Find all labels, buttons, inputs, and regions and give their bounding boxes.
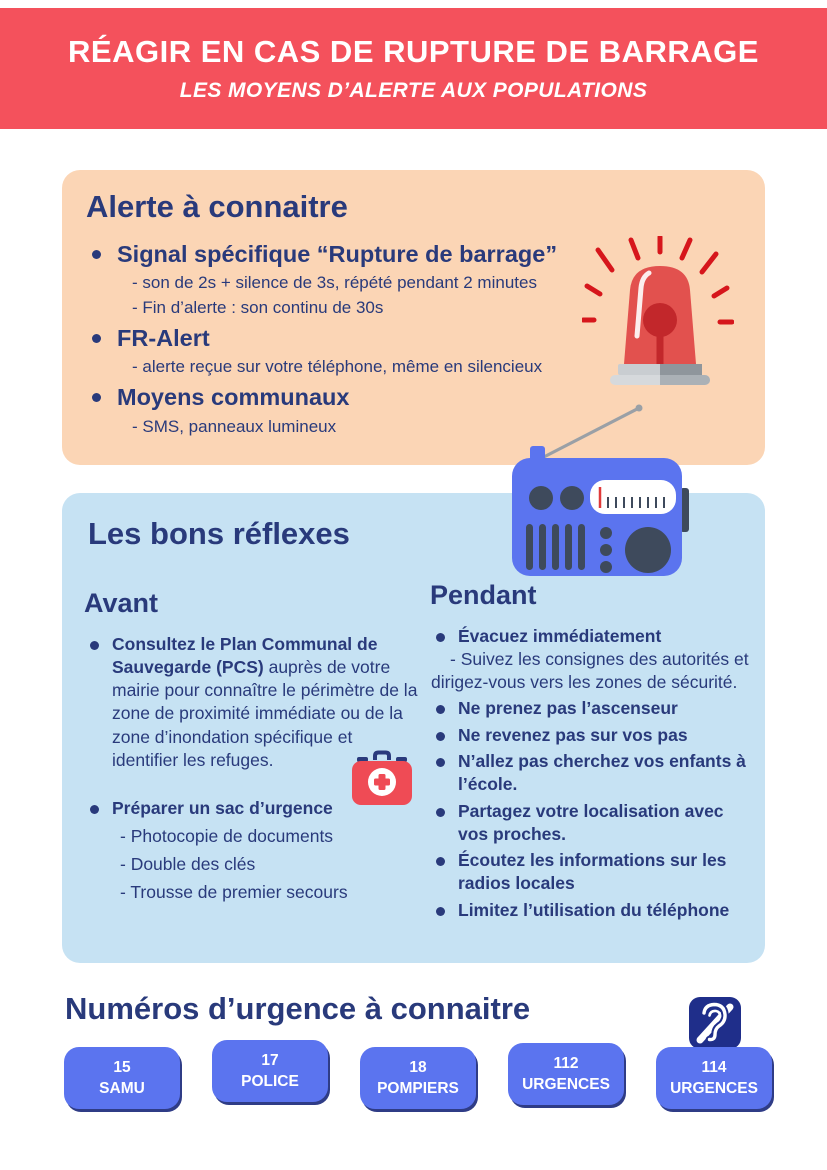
number: 114 — [701, 1059, 727, 1076]
siren-icon — [582, 236, 734, 396]
pendant-item: Limitez l’utilisation du téléphone — [428, 899, 758, 922]
alert-item-title: FR-Alert — [117, 324, 210, 351]
avant-sub-item: - Trousse de premier secours — [120, 882, 348, 903]
pendant-item: N’allez pas cherchez vos enfants à l’école. — [428, 750, 758, 797]
bullet-dot — [90, 641, 99, 650]
alert-item-detail: - son de 2s + silence de 3s, répété pendant 2 minutes — [132, 273, 537, 293]
bullet-dot — [90, 805, 99, 814]
bullet-dot — [436, 907, 445, 916]
page-title: RÉAGIR EN CAS DE RUPTURE DE BARRAGE — [68, 34, 759, 69]
avant-item-title: Préparer un sac d’urgence — [112, 798, 333, 819]
bullet-dot — [92, 334, 101, 343]
emergency-numbers-row — [64, 1047, 772, 1109]
bullet-dot — [436, 758, 445, 767]
avant-item-bold: Consultez le Plan Communal de Sauvegarde (PCS) — [112, 633, 378, 677]
avant-sub-item: - Double des clés — [120, 853, 256, 874]
label: POMPIERS — [377, 1079, 459, 1097]
first-aid-kit-icon — [350, 748, 414, 808]
number: 17 — [261, 1052, 279, 1069]
label: URGENCES — [670, 1079, 758, 1097]
alert-item-title: Moyens communaux — [117, 384, 350, 411]
number: 112 — [553, 1055, 579, 1072]
label: URGENCES — [522, 1075, 610, 1093]
avant-sub-item: - Photocopie de documents — [120, 825, 334, 846]
number: 18 — [409, 1059, 427, 1076]
header-banner — [0, 8, 827, 129]
alert-item-detail: - SMS, panneaux lumineux — [132, 416, 337, 436]
pendant-heading: Pendant — [430, 580, 537, 610]
number-badge-urgences-114 — [656, 1047, 772, 1109]
label: POLICE — [241, 1072, 299, 1090]
pendant-item — [428, 625, 758, 695]
avant-heading: Avant — [84, 588, 159, 618]
label: SAMU — [99, 1079, 145, 1097]
radio-icon — [508, 396, 690, 582]
column-pendant — [428, 581, 758, 925]
number: 15 — [113, 1059, 131, 1076]
pendant-item: Partagez votre localisation avec vos proches. — [428, 800, 758, 847]
bullet-dot — [436, 808, 445, 817]
bullet-dot — [436, 705, 445, 714]
number-badge-urgences-112 — [508, 1043, 624, 1105]
bullet-dot — [436, 857, 445, 866]
alert-heading: Alerte à connaitre — [86, 189, 348, 224]
pendant-item: Ne prenez pas l’ascenseur — [428, 697, 758, 720]
pendant-item-text: - Suivez les consignes des autorités et dirigez-vous vers les zones de sécurité. — [431, 648, 749, 693]
reflexes-heading: Les bons réflexes — [88, 516, 350, 551]
bullet-dot — [92, 393, 101, 402]
number-badge-samu — [64, 1047, 180, 1109]
alert-item-detail: - Fin d’alerte : son continu de 30s — [132, 297, 384, 317]
avant-item-text: auprès de votre mairie pour connaître le périmètre de la zone de proximité immédiate ou de la zone d’inondation spécifique et identifier les refuges. — [112, 656, 418, 771]
pendant-item: Écoutez les informations sur les radios locales — [428, 849, 758, 896]
page-subtitle: LES MOYENS D’ALERTE AUX POPULATIONS — [179, 79, 648, 102]
pendant-item: Ne revenez pas sur vos pas — [428, 724, 758, 747]
deaf-symbol-icon — [688, 996, 742, 1050]
bullet-dot — [92, 250, 101, 259]
number-badge-police — [212, 1040, 328, 1102]
alert-item-title: Signal spécifique “Rupture de barrage” — [117, 241, 558, 268]
number-badge-pompiers — [360, 1047, 476, 1109]
numbers-heading: Numéros d’urgence à connaitre — [65, 991, 531, 1026]
pendant-item-bold: Évacuez immédiatement — [458, 625, 662, 646]
bullet-dot — [436, 633, 445, 642]
alert-item-detail: - alerte reçue sur votre téléphone, même en silencieux — [132, 357, 543, 377]
bullet-dot — [436, 732, 445, 741]
